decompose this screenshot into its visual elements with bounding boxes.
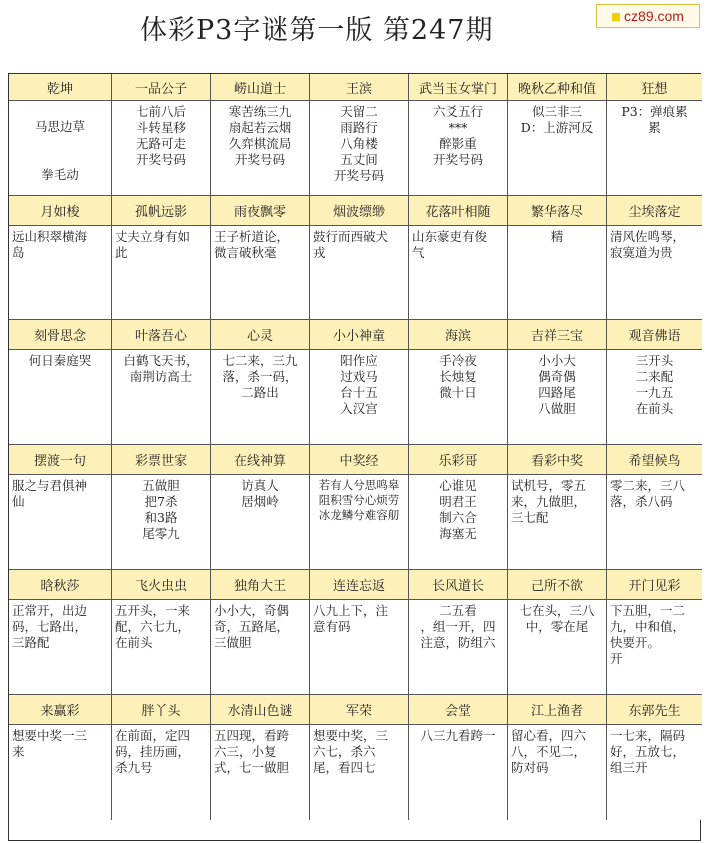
riddle-line: 在前面，定四 xyxy=(115,728,191,743)
riddle-line: 下五胆，一二 xyxy=(610,603,686,618)
riddle-cell xyxy=(508,725,607,820)
riddle-cell xyxy=(409,600,508,695)
riddle-line: 式，七一做胆 xyxy=(214,760,290,775)
riddle-line: 杀九号 xyxy=(115,760,153,775)
riddle-line: 配，六七九， xyxy=(115,619,191,634)
header-cell: 水清山色谜 xyxy=(211,695,310,725)
riddle-cell xyxy=(508,475,607,570)
riddle-line: 四路尾 xyxy=(538,385,576,400)
riddle-line: 留心看，四六 xyxy=(511,728,587,743)
riddle-cell xyxy=(409,350,508,445)
header-cell: 看彩中奖 xyxy=(508,445,607,475)
header-cell: 开门见彩 xyxy=(607,570,702,600)
riddle-cell xyxy=(310,101,409,196)
riddle-cell xyxy=(211,226,310,320)
header-cell: 希望候鸟 xyxy=(607,445,702,475)
riddle-line: P3：弹痕累 xyxy=(621,104,688,119)
riddle-cell xyxy=(112,600,211,695)
header-cell: 胖丫头 xyxy=(112,695,211,725)
riddle-line: 在前头 xyxy=(635,401,674,416)
header-cell: 东郭先生 xyxy=(607,695,702,725)
riddle-line: 小小大 xyxy=(538,353,576,368)
header-cell: 彩票世家 xyxy=(112,445,211,475)
riddle-line: 扇起若云烟 xyxy=(228,120,292,135)
riddle-cell xyxy=(112,101,211,196)
riddle-line: 戎 xyxy=(313,245,326,260)
riddle-line: 七二来，三九 xyxy=(222,353,298,368)
riddle-line: 居烟岭 xyxy=(241,494,279,509)
riddle-line: 阳作应 xyxy=(340,353,378,368)
header-cell: 雨夜飘零 xyxy=(211,196,310,226)
riddle-cell xyxy=(9,475,112,570)
riddle-line: 三做胆 xyxy=(214,635,252,650)
riddle-line: 八九上下，注 xyxy=(313,603,389,618)
header-cell: 会堂 xyxy=(409,695,508,725)
riddle-line: 远山积翠横海 xyxy=(12,229,88,244)
header-cell: 花落叶相随 xyxy=(409,196,508,226)
riddle-cell xyxy=(508,226,607,320)
riddle-line: 落，杀八码 xyxy=(610,494,673,509)
riddle-cell xyxy=(112,475,211,570)
riddle-line: 八，不见二， xyxy=(511,744,587,759)
riddle-line: 六爻五行 xyxy=(432,104,483,119)
riddle-line: 意有码 xyxy=(313,619,351,634)
riddle-line: 想要中奖一三 xyxy=(12,728,88,743)
riddle-line: 七在头，三八 xyxy=(519,603,595,618)
riddle-cell xyxy=(112,226,211,320)
header-cell: 长风道长 xyxy=(409,570,508,600)
header-cell: 一品公子 xyxy=(112,74,211,101)
riddle-cell xyxy=(9,226,112,320)
riddle-line: 八三九看跨一 xyxy=(420,728,496,743)
riddle-line xyxy=(12,139,108,163)
header-cell: 尘埃落定 xyxy=(607,196,702,226)
riddle-line: 尾，看四七 xyxy=(313,760,376,775)
header-cell: 烟波缥缈 xyxy=(310,196,409,226)
riddle-line: 正常开，出边 xyxy=(12,603,88,618)
header-cell: 晗秋莎 xyxy=(9,570,112,600)
riddle-line: 二来配 xyxy=(635,369,674,384)
riddle-line: 拳毛动 xyxy=(41,167,79,182)
riddle-cell xyxy=(112,350,211,445)
riddle-line: ，组一开，四 xyxy=(420,619,496,634)
riddle-line: 丈夫立身有如 xyxy=(115,229,191,244)
riddle-line: 一九五 xyxy=(635,385,674,400)
header-cell: 孤帆远影 xyxy=(112,196,211,226)
riddle-line: 海塞无 xyxy=(439,526,477,541)
riddle-line: 斗转星移 xyxy=(135,120,186,135)
header-cell: 吉祥三宝 xyxy=(508,320,607,350)
riddle-line: 五四现，看跨 xyxy=(214,728,290,743)
riddle-line: 想要中奖，三 xyxy=(313,728,389,743)
riddle-line: 过戏马 xyxy=(340,369,378,384)
riddle-cell xyxy=(310,350,409,445)
riddle-line: 尾零九 xyxy=(142,526,180,541)
riddle-line: 明君王 xyxy=(439,494,477,509)
riddle-line: 气 xyxy=(412,245,425,260)
riddle-line: 此 xyxy=(115,245,128,260)
riddle-line: 开奖号码 xyxy=(333,168,384,183)
header-cell: 小小神童 xyxy=(310,320,409,350)
riddle-cell xyxy=(310,600,409,695)
riddle-line: 五开头，一来 xyxy=(115,603,191,618)
riddle-cell xyxy=(211,600,310,695)
riddle-cell xyxy=(409,101,508,196)
header-cell: 乐彩哥 xyxy=(409,445,508,475)
riddle-line: 入汉宫 xyxy=(340,401,378,416)
riddle-cell xyxy=(409,725,508,820)
header-cell: 己所不欲 xyxy=(508,570,607,600)
header-cell: 繁华落尽 xyxy=(508,196,607,226)
riddle-line: 清风佐鸣琴， xyxy=(610,229,686,244)
header-cell: 来赢彩 xyxy=(9,695,112,725)
riddle-line: 好，五放七， xyxy=(610,744,686,759)
riddle-line: 似三非三 xyxy=(531,104,582,119)
riddle-line: 微言破秋毫 xyxy=(214,245,277,260)
riddle-cell xyxy=(211,475,310,570)
header-cell: 江上渔者 xyxy=(508,695,607,725)
riddle-line: *** xyxy=(448,120,468,135)
riddle-line: 访真人 xyxy=(241,478,279,493)
riddle-line: 寒苦练三九 xyxy=(228,104,292,119)
riddle-line: 白鹤飞天书， xyxy=(123,353,199,368)
riddle-cell xyxy=(409,475,508,570)
header-cell: 晚秋乙种和值 xyxy=(508,74,607,101)
riddle-line: 王子析道论， xyxy=(214,229,290,244)
riddle-cell xyxy=(211,725,310,820)
riddle-line: 山东豪吏有俊 xyxy=(412,229,488,244)
riddle-cell xyxy=(9,600,112,695)
header-cell: 叶落吾心 xyxy=(112,320,211,350)
riddle-line: 马思边草 xyxy=(34,119,85,134)
riddle-line: 小小大，奇偶 xyxy=(214,603,290,618)
riddle-line: 何日秦庭哭 xyxy=(28,353,92,368)
riddle-cell xyxy=(9,101,112,196)
riddle-line: 无路可走 xyxy=(135,136,186,151)
riddle-line: 微十日 xyxy=(439,385,477,400)
riddle-line: 组三开 xyxy=(610,760,648,775)
riddle-line: 奇，五路尾， xyxy=(214,619,290,634)
riddle-line: 寂寞道为贵 xyxy=(610,245,673,260)
riddle-cell xyxy=(310,475,409,570)
riddle-line: 台十五 xyxy=(340,385,378,400)
riddle-line: 来 xyxy=(12,744,25,759)
riddle-line: 快要开。 xyxy=(610,635,661,650)
riddle-line: 五做胆 xyxy=(142,478,180,493)
riddle-line: 一七来，隔码 xyxy=(610,728,686,743)
header-cell: 狂想 xyxy=(607,74,702,101)
riddle-line: 南荆访高士 xyxy=(129,369,193,384)
header-cell: 乾坤 xyxy=(9,74,112,101)
riddle-line: 六三，小复 xyxy=(214,744,277,759)
header-cell: 崂山道士 xyxy=(211,74,310,101)
riddle-cell xyxy=(310,226,409,320)
header-cell: 连连忘返 xyxy=(310,570,409,600)
riddle-line: 开奖号码 xyxy=(234,152,285,167)
riddle-cell xyxy=(508,600,607,695)
riddle-line: 零二来，三八 xyxy=(610,478,686,493)
riddle-cell xyxy=(9,725,112,820)
riddle-line: 雨路行 xyxy=(340,120,378,135)
riddle-line: 开奖号码 xyxy=(432,152,483,167)
riddle-line: 醉影重 xyxy=(439,136,477,151)
header-cell: 王滨 xyxy=(310,74,409,101)
riddle-line: 服之与君俱神 xyxy=(12,478,88,493)
riddle-line: 注意，防组六 xyxy=(420,635,496,650)
page-title: 体彩P3字谜第一版 第247期 xyxy=(140,15,494,46)
riddle-line: 冰龙鳞兮难容舠 xyxy=(318,508,400,522)
header-cell: 刻骨思念 xyxy=(9,320,112,350)
riddle-cell xyxy=(607,350,702,445)
riddle-table xyxy=(8,73,701,841)
riddle-line: 手冷夜 xyxy=(439,353,477,368)
riddle-line: 七前八后 xyxy=(135,104,186,119)
header-cell: 在线神算 xyxy=(211,445,310,475)
riddle-line: 二五看 xyxy=(439,603,477,618)
riddle-line: 若有人兮思鸣皋 xyxy=(318,478,400,492)
riddle-line: 制六合 xyxy=(439,510,477,525)
riddle-line: 八做胆 xyxy=(538,401,576,416)
logo-dot-icon xyxy=(612,13,620,21)
riddle-line: 精 xyxy=(550,229,564,244)
riddle-line: 鼓行而西破犬 xyxy=(313,229,389,244)
riddle-cell xyxy=(409,226,508,320)
riddle-line: 久弈棋流局 xyxy=(228,136,292,151)
riddle-line: D：上游河反 xyxy=(520,120,594,135)
header-cell: 摆渡一句 xyxy=(9,445,112,475)
header-cell: 中奖经 xyxy=(310,445,409,475)
header-cell: 飞火虫虫 xyxy=(112,570,211,600)
riddle-line: 在前头 xyxy=(115,635,153,650)
riddle-line: 偶奇偶 xyxy=(538,369,576,384)
header-cell: 月如梭 xyxy=(9,196,112,226)
riddle-line: 开 xyxy=(610,651,623,666)
riddle-cell xyxy=(607,725,702,820)
header-cell: 军荣 xyxy=(310,695,409,725)
riddle-line: 心谁见 xyxy=(439,478,477,493)
riddle-cell xyxy=(112,725,211,820)
riddle-line: 中，零在尾 xyxy=(525,619,589,634)
riddle-line: 三开头 xyxy=(635,353,674,368)
riddle-line: 阻积雪兮心烦劳 xyxy=(318,493,400,507)
riddle-line: 三七配 xyxy=(511,510,549,525)
riddle-line: 码，七路出， xyxy=(12,619,88,634)
riddle-line: 开奖号码 xyxy=(135,152,186,167)
riddle-cell xyxy=(607,475,702,570)
riddle-cell xyxy=(607,101,702,196)
riddle-line: 五丈间 xyxy=(340,152,378,167)
riddle-line: 八角楼 xyxy=(340,136,378,151)
riddle-line: 仙 xyxy=(12,494,25,509)
riddle-cell xyxy=(211,350,310,445)
riddle-line: 累 xyxy=(648,120,661,135)
header-cell: 观音佛语 xyxy=(607,320,702,350)
riddle-line: 码，挂历画， xyxy=(115,744,191,759)
riddle-line: 落，杀一码， xyxy=(222,369,298,384)
riddle-line: 二路出 xyxy=(241,385,279,400)
riddle-line: 九，中和值， xyxy=(610,619,686,634)
title-bar xyxy=(0,0,708,62)
riddle-cell xyxy=(310,725,409,820)
riddle-line: 三路配 xyxy=(12,635,50,650)
riddle-line: 把7杀 xyxy=(144,494,178,509)
header-cell: 海滨 xyxy=(409,320,508,350)
riddle-line: 防对码 xyxy=(511,760,549,775)
riddle-cell xyxy=(211,101,310,196)
riddle-line: 岛 xyxy=(12,245,25,260)
riddle-line: 来，九做胆， xyxy=(511,494,587,509)
riddle-line: 天留二 xyxy=(340,104,378,119)
riddle-line: 和3路 xyxy=(144,510,178,525)
riddle-cell xyxy=(508,101,607,196)
riddle-cell xyxy=(9,350,112,445)
site-watermark xyxy=(596,4,700,28)
watermark-text: cz89.com xyxy=(624,8,684,24)
riddle-cell xyxy=(607,600,702,695)
riddle-line: 长烛复 xyxy=(439,369,477,384)
header-cell: 独角大王 xyxy=(211,570,310,600)
riddle-cell xyxy=(508,350,607,445)
riddle-line: 六七，杀六 xyxy=(313,744,376,759)
header-cell: 心灵 xyxy=(211,320,310,350)
riddle-line: 试机号，零五 xyxy=(511,478,587,493)
header-cell: 武当玉女掌门 xyxy=(409,74,508,101)
riddle-cell xyxy=(607,226,702,320)
